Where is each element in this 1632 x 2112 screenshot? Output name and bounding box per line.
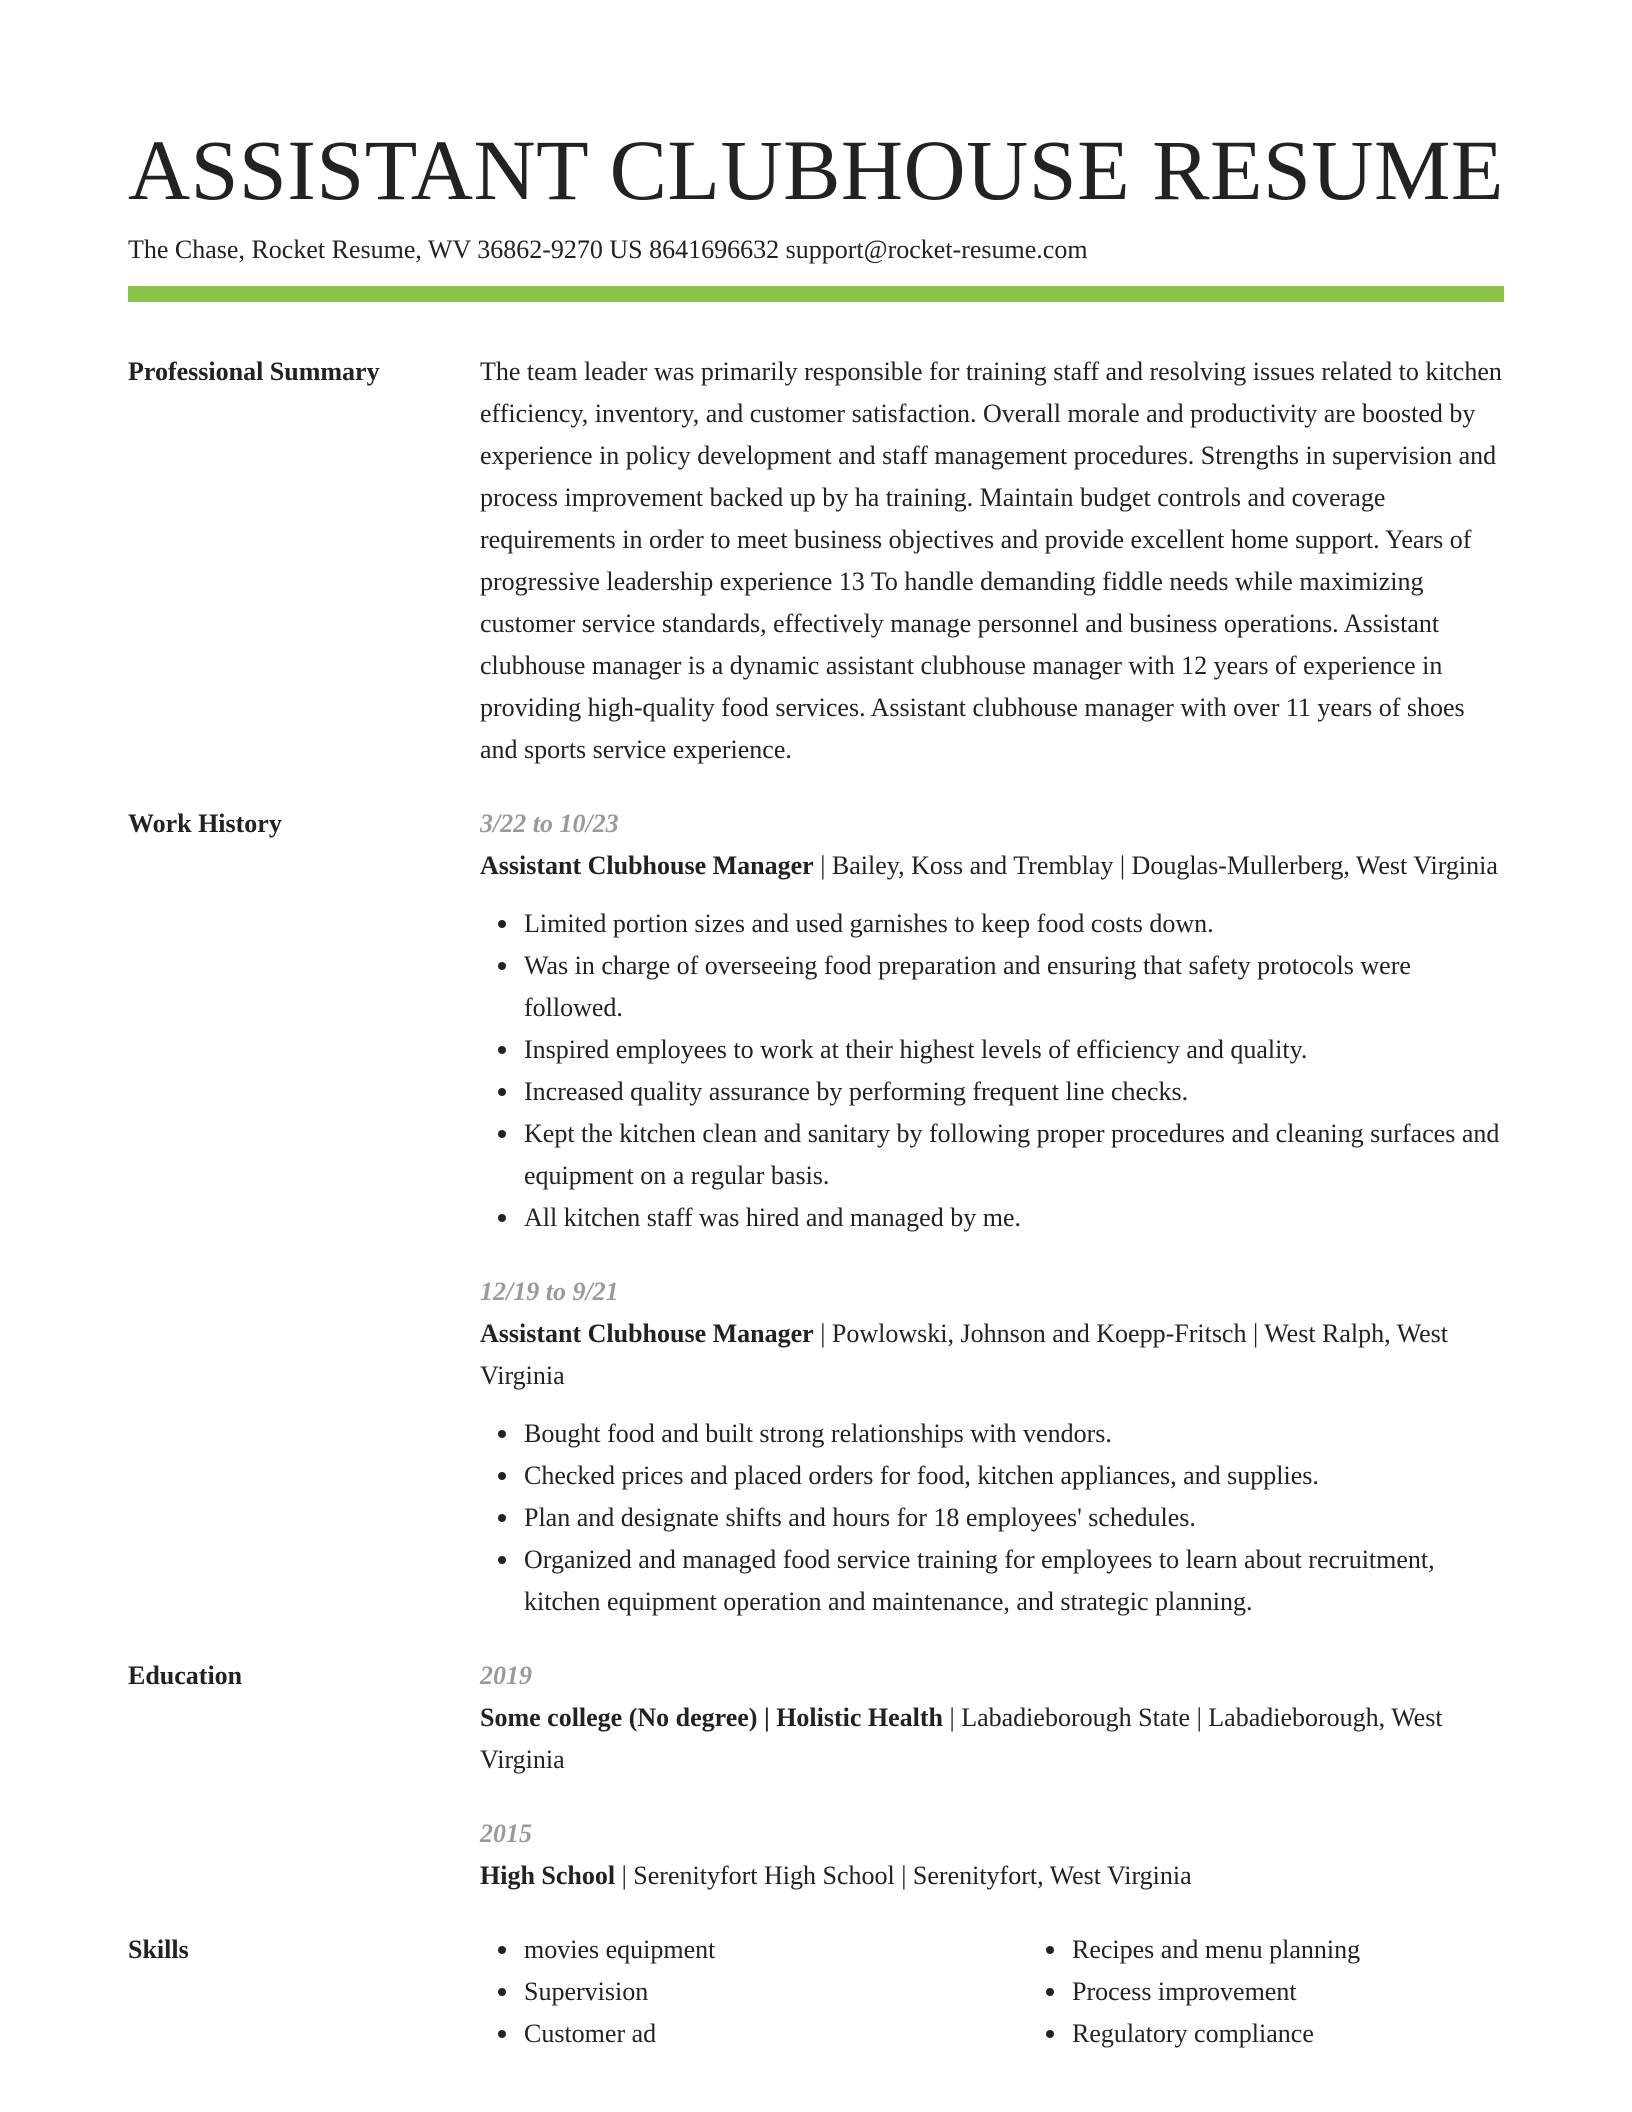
- job-bullet: All kitchen staff was hired and managed by me.: [524, 1197, 1504, 1239]
- education-heading: [480, 1697, 1504, 1781]
- job-heading: [480, 845, 1504, 887]
- job-entry: [480, 1271, 1504, 1623]
- job-bullet: Organized and managed food service training for employees to learn about recruitment, kitchen equipment operation and maintenance, and strategic planning.: [524, 1539, 1504, 1623]
- skill-item: movies equipment: [524, 1929, 1028, 1971]
- skill-item: Customer ad: [524, 2013, 1028, 2055]
- skills-body: [480, 1929, 1576, 2055]
- skills-columns: [480, 1929, 1576, 2055]
- job-dates: 3/22 to 10/23: [480, 809, 619, 838]
- summary-section: [128, 351, 1504, 771]
- education-degree: Some college (No degree) | Holistic Health: [480, 1703, 944, 1732]
- job-bullet: Inspired employees to work at their highest levels of efficiency and quality.: [524, 1029, 1504, 1071]
- job-details: | Bailey, Koss and Tremblay | Douglas-Mullerberg, West Virginia: [813, 851, 1498, 880]
- summary-text: The team leader was primarily responsible for training staff and resolving issues related to kitchen efficiency, inventory, and customer satisfaction. Overall morale and productivity are boosted by experience in policy development and staff management procedures. Strengths in supervision and process improvement backed up by ha training. Maintain budget controls and coverage requirements in order to meet business objectives and provide excellent home support. Years of progressive leadership experience 13 To handle demanding fiddle needs while maximizing customer service standards, effectively manage personnel and business operations. Assistant clubhouse manager is a dynamic assistant clubhouse manager with 12 years of experience in providing high-quality food services. Assistant clubhouse manager with over 11 years of shoes and sports service experience.: [480, 357, 1502, 764]
- education-details: | Serenityfort High School | Serenityfort, West Virginia: [615, 1861, 1192, 1890]
- job-bullet: Bought food and built strong relationships with vendors.: [524, 1413, 1504, 1455]
- education-entry: [480, 1813, 1504, 1897]
- job-details: | Powlowski, Johnson and Koepp-Fritsch | West Ralph, West Virginia: [480, 1319, 1449, 1390]
- work-history-body: [480, 803, 1504, 1623]
- education-section: [128, 1655, 1504, 1897]
- job-bullets: [480, 903, 1504, 1239]
- job-bullet: Kept the kitchen clean and sanitary by following proper procedures and cleaning surfaces and equipment on a regular basis.: [524, 1113, 1504, 1197]
- job-bullet: Plan and designate shifts and hours for 18 employees' schedules.: [524, 1497, 1504, 1539]
- skill-item: Regulatory compliance: [1072, 2013, 1576, 2055]
- skill-item: Recipes and menu planning: [1072, 1929, 1576, 1971]
- header-divider: [128, 286, 1504, 302]
- work-history-section: [128, 803, 1504, 1623]
- resume-title: ASSISTANT CLUBHOUSE RESUME: [128, 122, 1504, 218]
- job-bullet: Was in charge of overseeing food preparation and ensuring that safety protocols were followed.: [524, 945, 1504, 1029]
- job-dates: 12/19 to 9/21: [480, 1277, 619, 1306]
- job-bullet: Checked prices and placed orders for food, kitchen appliances, and supplies.: [524, 1455, 1504, 1497]
- job-entry: [480, 803, 1504, 1239]
- section-label-work-history: Work History: [128, 809, 282, 838]
- job-title: Assistant Clubhouse Manager: [480, 1319, 814, 1348]
- contact-line: The Chase, Rocket Resume, WV 36862-9270 US 8641696632 support@rocket-resume.com: [128, 235, 1088, 264]
- skill-item: Process improvement: [1072, 1971, 1576, 2013]
- job-bullets: [480, 1413, 1504, 1623]
- education-entry: [480, 1655, 1504, 1781]
- education-heading: [480, 1855, 1504, 1897]
- section-label-summary: Professional Summary: [128, 357, 380, 386]
- skills-list-right: [1028, 1929, 1576, 2055]
- education-details: | Labadieborough State | Labadieborough, West Virginia: [480, 1703, 1443, 1774]
- job-heading: [480, 1313, 1504, 1397]
- skill-item: Supervision: [524, 1971, 1028, 2013]
- skills-list-left: [480, 1929, 1028, 2055]
- education-year: 2015: [480, 1819, 532, 1848]
- education-year: 2019: [480, 1661, 532, 1690]
- job-title: Assistant Clubhouse Manager: [480, 851, 814, 880]
- job-bullet: Increased quality assurance by performing frequent line checks.: [524, 1071, 1504, 1113]
- job-bullet: Limited portion sizes and used garnishes to keep food costs down.: [524, 903, 1504, 945]
- skills-section: [128, 1929, 1504, 2055]
- section-label-education: Education: [128, 1661, 243, 1690]
- section-label-skills: Skills: [128, 1935, 189, 1964]
- education-body: [480, 1655, 1504, 1897]
- resume-page: [128, 118, 1504, 2055]
- education-degree: High School: [480, 1861, 616, 1890]
